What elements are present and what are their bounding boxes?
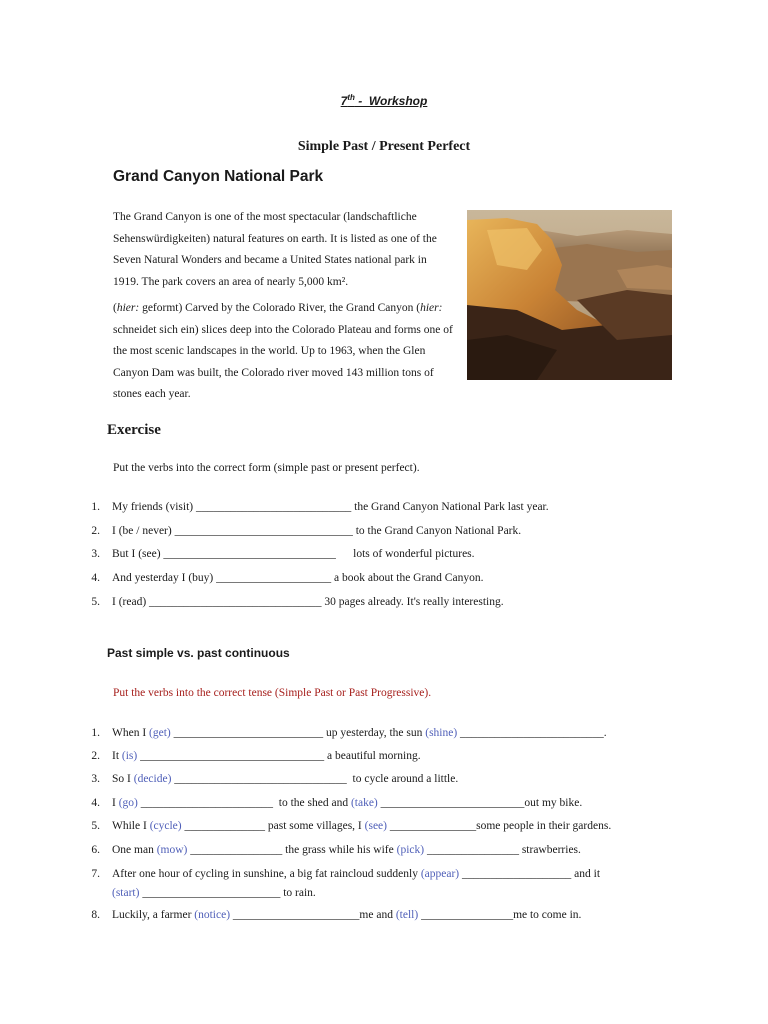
item-text: [112, 906, 581, 924]
item-number: 2.: [91, 750, 100, 762]
verb-hint: (see): [364, 820, 387, 832]
verb-hint: (shine): [425, 727, 458, 739]
item-text-part: It: [112, 750, 122, 762]
item-number: 1.: [91, 501, 100, 513]
item-text: [112, 747, 421, 765]
verb-hint: (take): [350, 797, 378, 809]
item-text-part: ______________________me and: [230, 909, 396, 921]
verb-hint: (cycle): [149, 820, 182, 832]
item-text: [112, 865, 600, 883]
verb-hint: (is): [121, 750, 138, 762]
item-number: 3.: [91, 773, 100, 785]
verb-hint: (tell): [395, 909, 419, 921]
item-text: [112, 841, 581, 859]
reading-paragraph-2a: geformt) Carved by the Colorado River, the Grand Canyon (: [139, 302, 421, 314]
item-text-line-2: [112, 884, 316, 902]
item-text-part: _________________________.: [457, 727, 607, 739]
exercise-1-instruction: Put the verbs into the correct form (simple past or present perfect).: [113, 462, 420, 474]
item-number: 2.: [91, 525, 100, 537]
item-text-part: When I: [112, 727, 150, 739]
grand-canyon-photo: [467, 210, 672, 380]
hier-note-1: hier:: [116, 302, 140, 314]
item-text: But I (see) ______________________________ lots of wonderful pictures.: [112, 548, 475, 560]
workshop-number: 7: [340, 94, 348, 108]
item-number: 8.: [91, 909, 100, 921]
item-text: [112, 770, 458, 788]
reading-title: Grand Canyon National Park: [113, 168, 324, 185]
item-text-part: ________________me to come in.: [418, 909, 582, 921]
verb-hint: (go): [118, 797, 138, 809]
exercise-heading: Exercise: [107, 422, 161, 438]
workshop-ordinal: th: [347, 93, 355, 102]
verb-hint: (mow): [156, 844, 188, 856]
exercise-2-instruction: Put the verbs into the correct tense (Simple Past or Past Progressive).: [113, 687, 432, 699]
item-text-part: ______________ past some villages, I: [181, 820, 365, 832]
item-number: 4.: [91, 572, 100, 584]
item-text: I (read) ______________________________ 30 pages already. It's really interesting.: [112, 596, 504, 608]
reading-paragraph-2b: schneidet sich ein) slices deep into the Colorado Plateau and forms one of the most scenic landscapes in the world. Up to 1963, when the Glen Canyon Dam was built, the Colorado river moved 143 million tons of stones each year.: [113, 323, 453, 400]
item-number: 4.: [91, 797, 100, 809]
verb-hint: (appear): [420, 868, 460, 880]
workshop-label: - Workshop: [354, 94, 428, 108]
verb-hint: (get): [149, 727, 171, 739]
worksheet-subtitle: Simple Past / Present Perfect: [297, 139, 471, 154]
item-text-part: One man: [112, 844, 157, 856]
workshop-heading: [0, 93, 768, 108]
item-text-part: ________________________________ a beautiful morning.: [137, 750, 421, 762]
item-text-part: _________________________out my bike.: [377, 797, 583, 809]
item-text: My friends (visit) ___________________________ the Grand Canyon National Park last year.: [112, 501, 549, 513]
item-text-part: While I: [112, 820, 150, 832]
item-text-part: ___________________ and it: [459, 868, 601, 880]
item-text: [112, 817, 611, 835]
item-number: 5.: [91, 596, 100, 608]
verb-hint: (start): [112, 887, 140, 899]
item-text: [112, 724, 607, 742]
item-text-part: So I: [112, 773, 134, 785]
item-number: 1.: [91, 727, 100, 739]
item-text: [112, 794, 582, 812]
hier-note-2: hier:: [420, 302, 443, 314]
item-text-part: After one hour of cycling in sunshine, a big fat raincloud suddenly: [112, 868, 421, 880]
item-number: 7.: [91, 868, 100, 880]
item-text-part: ______________________________ to cycle around a little.: [171, 773, 459, 785]
item-text-part: _______________________ to the shed and: [137, 797, 351, 809]
reading-paragraph-2: (hier: geformt) Carved by the Colorado River, the Grand Canyon (hier: schneidet sich ein) slices deep into the Colorado Plateau and forms one of the most scenic landscapes in the world. Up to 1963, when the Glen Canyon Dam was built, the Colorado river moved 143 million tons of stones each year.: [113, 302, 453, 400]
item-text-part: ________________________ to rain.: [139, 887, 316, 899]
past-continuous-heading: Past simple vs. past continuous: [107, 646, 290, 660]
item-text-part: ________________ the grass while his wife: [187, 844, 397, 856]
item-number: 5.: [91, 820, 100, 832]
reading-paragraph-1: The Grand Canyon is one of the most spectacular (landschaftliche Sehenswürdigkeiten) natural features on earth. It is listed as one of the Seven Natural Wonders and became a United States national park in 1919. The park covers an area of nearly 5,000 km².: [113, 211, 437, 288]
item-text-part: I: [112, 797, 119, 809]
item-text-part: __________________________ up yesterday, the sun: [170, 727, 426, 739]
item-text: And yesterday I (buy) ____________________ a book about the Grand Canyon.: [112, 572, 484, 584]
verb-hint: (pick): [396, 844, 425, 856]
reading-text: [113, 207, 453, 411]
item-text-part: _______________some people in their gardens.: [386, 820, 612, 832]
verb-hint: (notice): [194, 909, 231, 921]
verb-hint: (decide): [133, 773, 172, 785]
item-text-part: ________________ strawberries.: [424, 844, 581, 856]
item-number: 3.: [91, 548, 100, 560]
item-text: I (be / never) _______________________________ to the Grand Canyon National Park.: [112, 525, 522, 537]
item-number: 6.: [91, 844, 100, 856]
item-text-part: Luckily, a farmer: [112, 909, 195, 921]
